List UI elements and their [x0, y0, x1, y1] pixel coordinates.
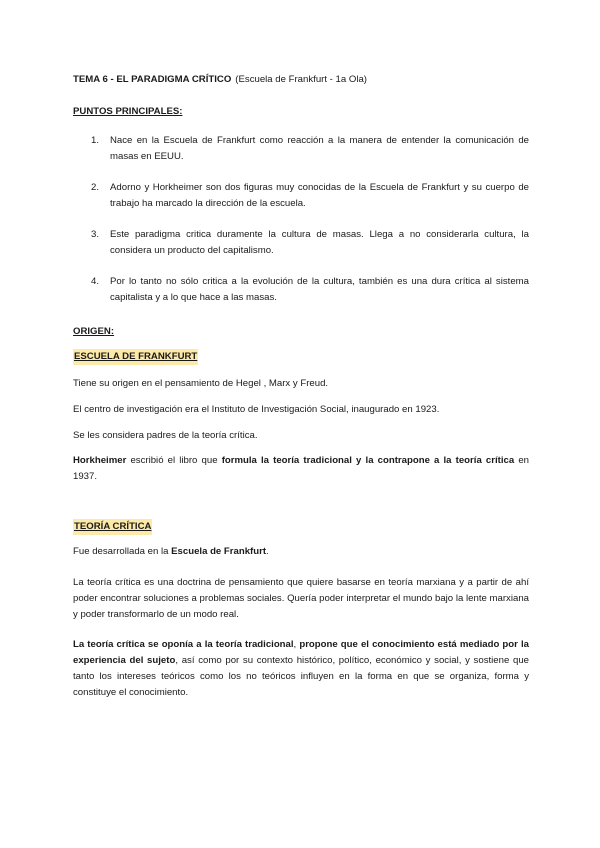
bold-run: La teoría crítica se oponía a la teoría tradicional — [73, 639, 294, 650]
list-item — [73, 133, 529, 165]
text-run: escribió el libro que — [126, 455, 222, 466]
list-item — [73, 227, 529, 259]
horkheimer-bold: Horkheimer — [73, 455, 127, 466]
list-text: Adorno y Horkheimer son dos figuras muy conocidas de la Escuela de Frankfurt y su cuerpo de trabajo ha marcado la dirección de la escuela. — [110, 182, 529, 209]
title-subtitle: (Escuela de Frankfurt - 1a Ola) — [235, 74, 367, 85]
bold-run: formula la teoría tradicional y la contrapone a la teoría crítica — [221, 455, 515, 466]
text-run: . — [266, 546, 269, 557]
text-run: Fue desarrollada en la — [73, 546, 172, 557]
text-run: , — [293, 639, 300, 650]
teoria-critica-heading: TEORÍA CRÍTICA — [73, 519, 152, 535]
bold-run: Escuela de Frankfurt — [171, 546, 267, 557]
teoria-paragraph-2: La teoría crítica es una doctrina de pensamiento que quiere basarse en teoría marxiana y a partir de ahí poder encontrar soluciones a problemas sociales. Quería poder interpretar el mundo bajo la lente marxiana y poder transformarlo de un modo real. — [73, 577, 529, 620]
document-title — [73, 72, 367, 88]
list-text: Nace en la Escuela de Frankfurt como reacción a la manera de entender la comunicación de masas en EEUU. — [110, 135, 529, 162]
puntos-list — [73, 133, 529, 306]
escuela-frankfurt-heading: ESCUELA DE FRANKFURT — [73, 349, 198, 365]
list-number: 3. — [91, 229, 100, 240]
list-item — [73, 180, 529, 212]
title-main: TEMA 6 - EL PARADIGMA CRÍTICO — [73, 74, 232, 85]
list-number: 4. — [91, 276, 100, 287]
origen-paragraph-3: Se les considera padres de la teoría crítica. — [73, 430, 258, 441]
origen-heading: ORIGEN: — [73, 326, 115, 337]
list-text: Este paradigma critica duramente la cultura de masas. Llega a no considerarla cultura, la considera un producto del capitalismo. — [110, 229, 529, 256]
teoria-paragraph-3 — [73, 637, 529, 701]
teoria-paragraph-1 — [73, 544, 529, 560]
text-run: en 1937. — [73, 455, 529, 482]
list-item — [73, 274, 529, 306]
text-run: , así como por su contexto histórico, político, económico y social, y sostiene que tanto los intereses teóricos como los no teóricos influyen en la forma en que se organiza, forma y constituye el conocimiento. — [73, 655, 530, 698]
origen-paragraph-4 — [73, 453, 529, 485]
bold-run: propone que el conocimiento está mediado por la experiencia del sujeto — [73, 639, 529, 666]
puntos-heading: PUNTOS PRINCIPALES: — [73, 106, 183, 117]
origen-paragraph-1: Tiene su origen en el pensamiento de Hegel , Marx y Freud. — [73, 378, 329, 389]
origen-paragraph-2: El centro de investigación era el Instituto de Investigación Social, inaugurado en 1923. — [73, 404, 440, 415]
list-text: Por lo tanto no sólo critica a la evolución de la cultura, también es una dura crítica al sistema capitalista y a lo que hace a las masas. — [110, 276, 529, 303]
list-number: 1. — [91, 135, 100, 146]
list-number: 2. — [91, 182, 100, 193]
